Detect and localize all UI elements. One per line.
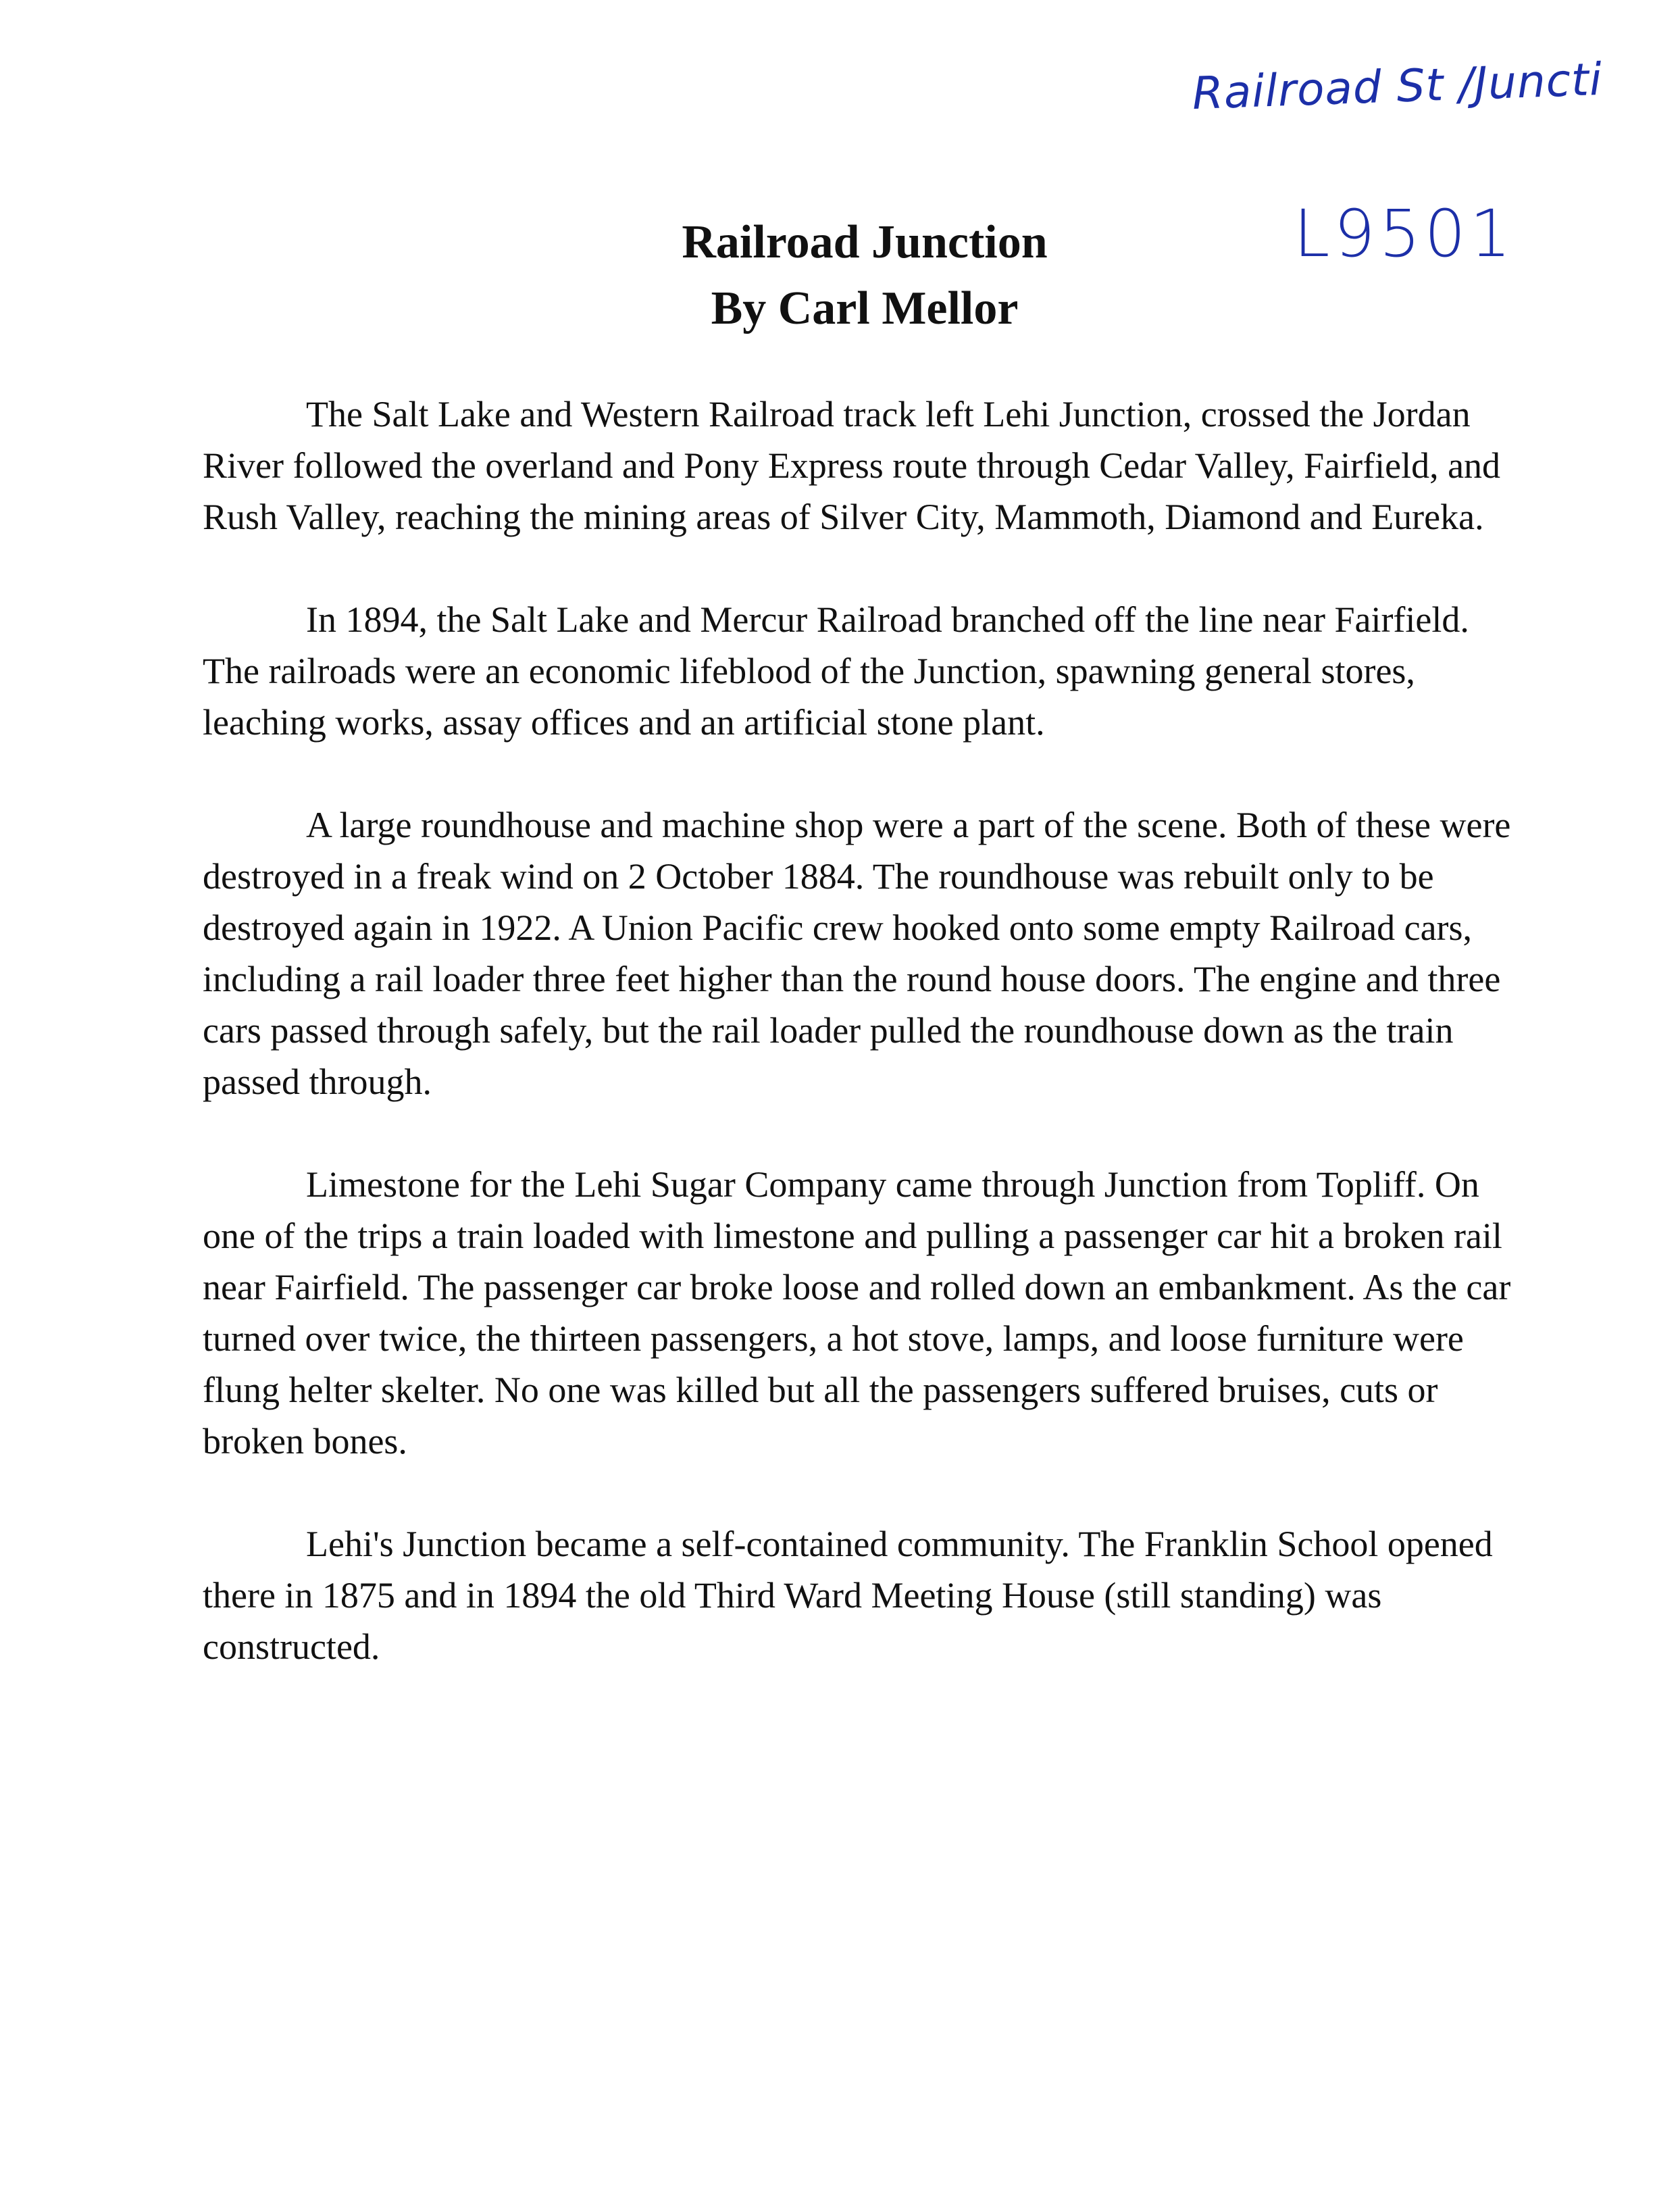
paragraph-roundhouse: A large roundhouse and machine shop were a part of the scene. Both of these were destroyed in a freak wind on 2 October 1884. The roundhouse was rebuilt only to be destroyed again in 1922. A Union Pacific crew hooked onto some empty Railroad cars, including a rail loader three feet higher than the round house doors. The engine and three cars passed through safely, but the rail loader pulled the roundhouse down as the train passed through. [203,805,1511,1102]
document-body [203,389,1517,1724]
title-block [0,209,1680,342]
document-title: Railroad Junction [682,216,1048,268]
paragraph-railroad-route: The Salt Lake and Western Railroad track left Lehi Junction, crossed the Jordan River followed the overland and Pony Express route through Cedar Valley, Fairfield, and Rush Valley, reaching the mining areas of Silver City, Mammoth, Diamond and Eureka. [203,394,1501,537]
paragraph-limestone-accident: Limestone for the Lehi Sugar Company came through Junction from Topliff. On one of the trips a train loaded with limestone and pulling a passenger car hit a broken rail near Fairfield. The passenger car broke loose and rolled down an embankment. As the car turned over twice, the thirteen passengers, a hot stove, lamps, and loose furniture were flung helter skelter. No one was killed but all the passengers suffered bruises, cuts or broken bones. [203,1164,1511,1462]
document-author: By Carl Mellor [711,282,1019,334]
paragraph-mercur-branch: In 1894, the Salt Lake and Mercur Railroad branched off the line near Fairfield. The railroads were an economic lifeblood of the Junction, spawning general stores, leaching works, assay offices and an artificial stone plant. [203,599,1469,743]
handwritten-catalog-number: L9501 [1294,196,1515,272]
paragraph-community: Lehi's Junction became a self-contained community. The Franklin School opened there in 1875 and in 1894 the old Third Ward Meeting House (still standing) was constructed. [203,1524,1493,1667]
handwritten-street-note: Railroad St /Juncti [1191,53,1604,120]
